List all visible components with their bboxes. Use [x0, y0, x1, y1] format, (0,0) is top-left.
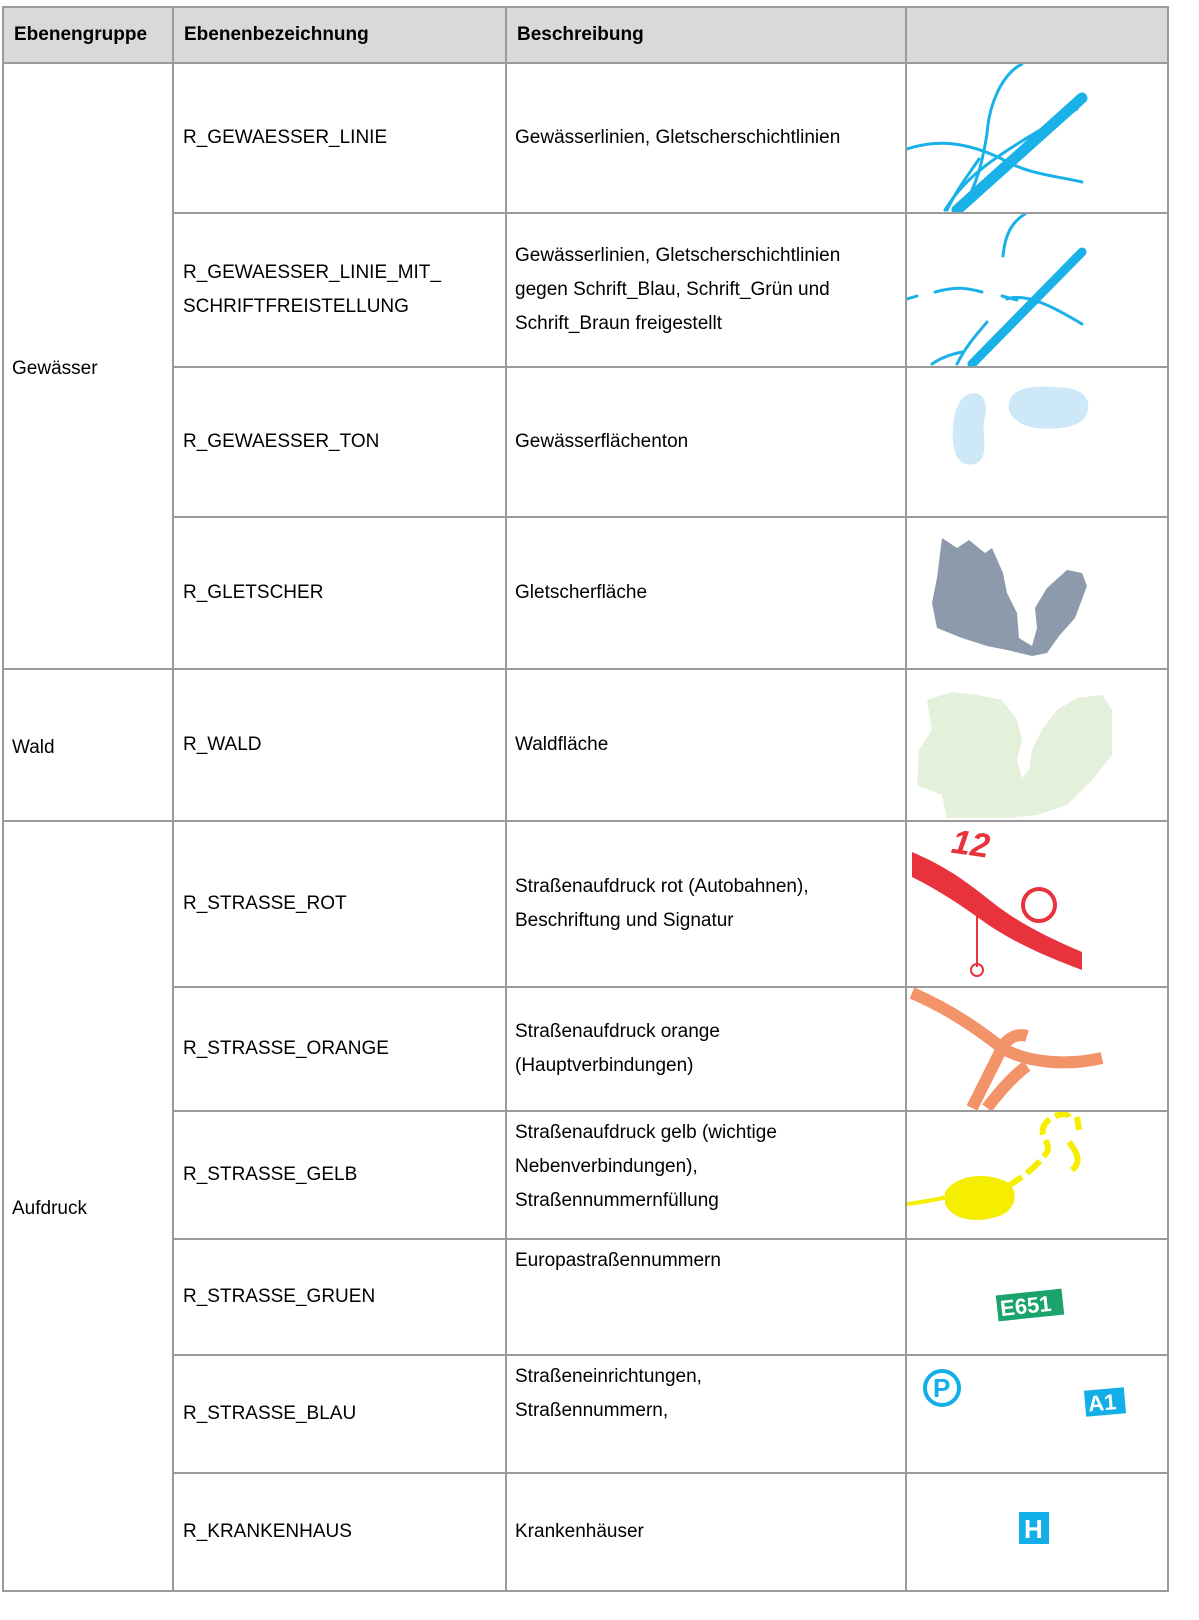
forest-area-icon	[906, 669, 1168, 821]
water-lines-icon	[906, 63, 1168, 213]
hospital-icon	[906, 1473, 1168, 1591]
yellow-road-icon	[906, 1111, 1168, 1239]
glacier-area-icon	[906, 517, 1168, 669]
orange-road-icon	[906, 987, 1168, 1111]
layer-name: R_STRASSE_GRUEN	[173, 1239, 506, 1355]
layer-description: Europastraßennummern	[506, 1239, 906, 1355]
layer-name: R_STRASSE_GELB	[173, 1111, 506, 1239]
header-row	[3, 7, 1168, 63]
layer-description: Straßenaufdruck gelb (wichtige Nebenverbindungen), Straßennummernfüllung	[506, 1111, 906, 1239]
table-row	[3, 1239, 1168, 1355]
layer-description: Straßenaufdruck orange (Hauptverbindungen)	[506, 987, 906, 1111]
header-ebenenbezeichnung: Ebenenbezeichnung	[173, 7, 506, 63]
table-row	[3, 987, 1168, 1111]
water-lines-cut-icon	[906, 213, 1168, 367]
table-row	[3, 367, 1168, 517]
layer-description: Gewässerlinien, Gletscherschichtlinien gegen Schrift_Blau, Schrift_Grün und Schrift_Braun freigestellt	[506, 213, 906, 367]
parking-and-motorway-icon	[906, 1355, 1168, 1473]
table-row	[3, 213, 1168, 367]
header-preview	[906, 7, 1168, 63]
layer-description: Gletscherfläche	[506, 517, 906, 669]
layer-name: R_STRASSE_ORANGE	[173, 987, 506, 1111]
svg-text:H: H	[1024, 1514, 1043, 1544]
red-road-number: 12	[949, 822, 992, 866]
layer-name: R_GLETSCHER	[173, 517, 506, 669]
table-row	[3, 1355, 1168, 1473]
e-road-number-icon	[906, 1239, 1168, 1355]
layer-description: Krankenhäuser	[506, 1473, 906, 1591]
table-row	[3, 517, 1168, 669]
e-road-number-text: E651	[998, 1290, 1053, 1322]
layer-name: R_STRASSE_BLAU	[173, 1355, 506, 1473]
table-row	[3, 1111, 1168, 1239]
layer-table	[2, 6, 1169, 1592]
red-road-icon	[906, 821, 1168, 987]
group-cell-wald: Wald	[3, 669, 173, 821]
group-cell-aufdruck: Aufdruck	[3, 821, 173, 1591]
table-row	[3, 821, 1168, 987]
layer-description: Straßenaufdruck rot (Autobahnen), Beschriftung und Signatur	[506, 821, 906, 987]
layer-name: R_WALD	[173, 669, 506, 821]
layer-description: Waldfläche	[506, 669, 906, 821]
layer-name: R_KRANKENHAUS	[173, 1473, 506, 1591]
layer-description: Gewässerflächenton	[506, 367, 906, 517]
header-beschreibung: Beschreibung	[506, 7, 906, 63]
layer-name: R_GEWAESSER_TON	[173, 367, 506, 517]
layer-name: R_GEWAESSER_LINIE	[173, 63, 506, 213]
layer-description: Gewässerlinien, Gletscherschichtlinien	[506, 63, 906, 213]
header-ebenengruppe: Ebenengruppe	[3, 7, 173, 63]
parking-icon: P	[933, 1373, 951, 1403]
layer-name: R_STRASSE_ROT	[173, 821, 506, 987]
layer-description: Straßeneinrichtungen, Straßennummern,	[506, 1355, 906, 1473]
water-area-icon	[906, 367, 1168, 517]
layer-name: R_GEWAESSER_LINIE_MIT_ SCHRIFTFREISTELLUNG	[173, 213, 506, 367]
motorway-number-text: A1	[1087, 1389, 1118, 1417]
table-row	[3, 669, 1168, 821]
table-row	[3, 63, 1168, 213]
group-cell-gewaesser: Gewässer	[3, 63, 173, 669]
table-row	[3, 1473, 1168, 1591]
